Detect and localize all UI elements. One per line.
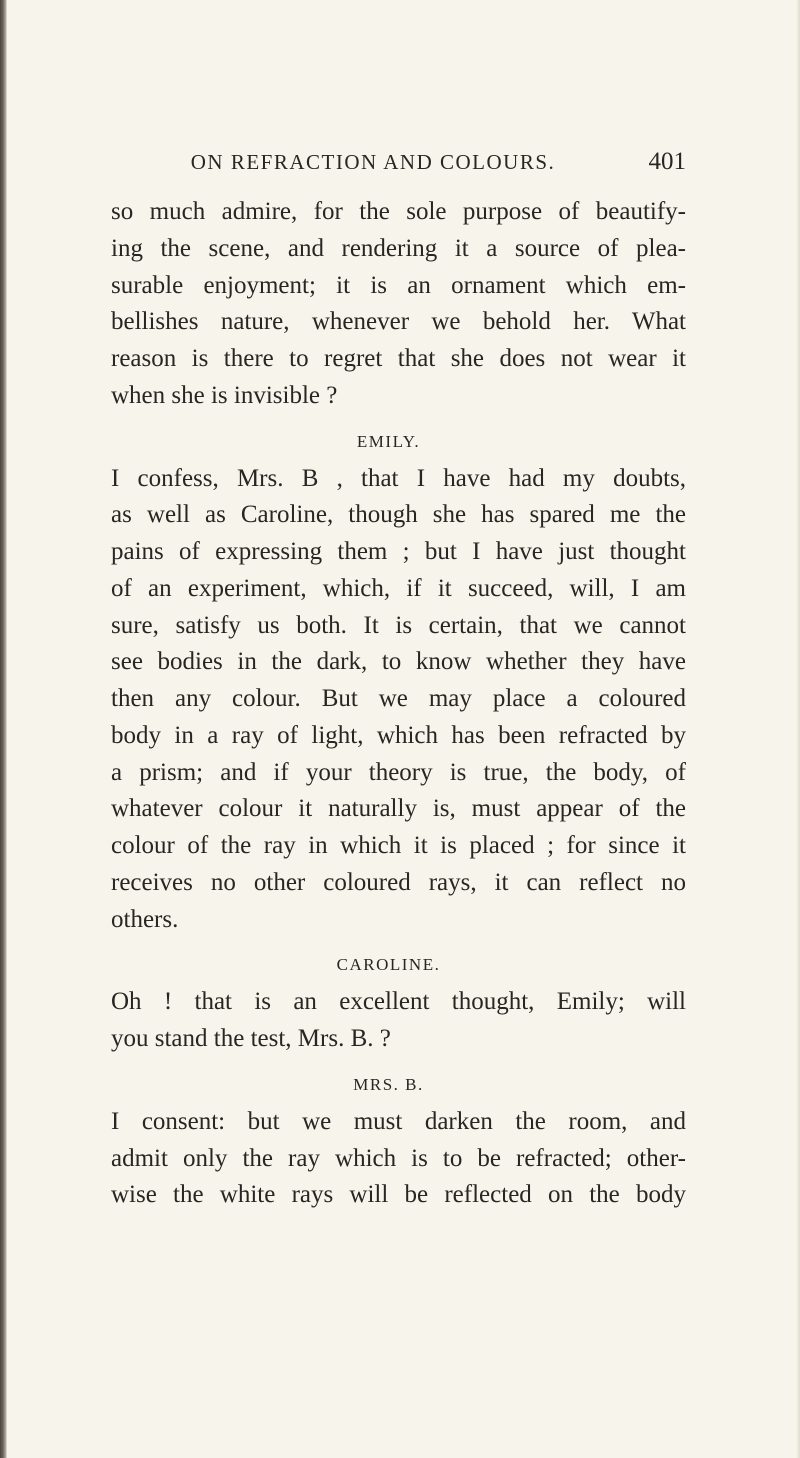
text-line: receives no other coloured rays, it can reflect no (111, 868, 686, 896)
page-right-edge-tint (796, 0, 800, 1458)
text-line: when she is invisible ? (111, 381, 338, 409)
text-line: colour of the ray in which it is placed ; for since it (111, 832, 686, 859)
text-line: others. (111, 905, 179, 933)
text-line: whatever colour it naturally is, must appear of the (111, 795, 686, 823)
speaker-label-mrs-b: MRS. B. (353, 1074, 424, 1094)
text-line: surable enjoyment; it is an ornament which em- (111, 271, 686, 299)
running-head: ON REFRACTION AND COLOURS. (190, 150, 556, 174)
text-line: you stand the test, Mrs. B. ? (111, 1025, 391, 1052)
speaker-label-caroline: CAROLINE. (336, 955, 441, 975)
text-line: ing the scene, and rendering it a source of plea- (111, 234, 686, 262)
page-number: 401 (648, 148, 686, 175)
text-line: pains of expressing them ; but I have just thought (111, 538, 686, 565)
speaker-label-emily: EMILY. (356, 431, 421, 451)
text-line: body in a ray of light, which has been refracted by (111, 721, 686, 749)
paragraph-4 (111, 1104, 686, 1214)
text-line: admit only the ray which is to be refracted; other- (111, 1144, 686, 1172)
text-line: I consent: but we must darken the room, and (111, 1107, 686, 1135)
text-line: then any colour. But we may place a coloured (111, 685, 686, 712)
text-line: sure, satisfy us both. It is certain, that we cannot (111, 611, 686, 639)
paragraph-3 (111, 984, 686, 1058)
paragraph-1 (111, 194, 686, 415)
text-line: so much admire, for the sole purpose of beautify- (111, 198, 686, 225)
text-line: reason is there to regret that she does not wear it (111, 345, 686, 372)
page-header (140, 144, 686, 180)
text-line: see bodies in the dark, to know whether they have (111, 648, 686, 676)
paragraph-2 (111, 461, 686, 939)
text-line: of an experiment, which, if it succeed, will, I am (111, 574, 686, 602)
text-line: bellishes nature, whenever we behold her. What (111, 308, 686, 336)
text-line: Oh ! that is an excellent thought, Emily; will (111, 988, 686, 1016)
page-body (111, 194, 686, 1214)
text-line: a prism; and if your theory is true, the body, of (111, 758, 686, 786)
text-line: wise the white rays will be reflected on the body (111, 1181, 686, 1209)
text-line: I confess, Mrs. B , that I have had my doubts, (111, 464, 686, 492)
page-left-edge-shadow (0, 0, 7, 1458)
text-line: as well as Caroline, though she has spared me the (111, 501, 686, 529)
